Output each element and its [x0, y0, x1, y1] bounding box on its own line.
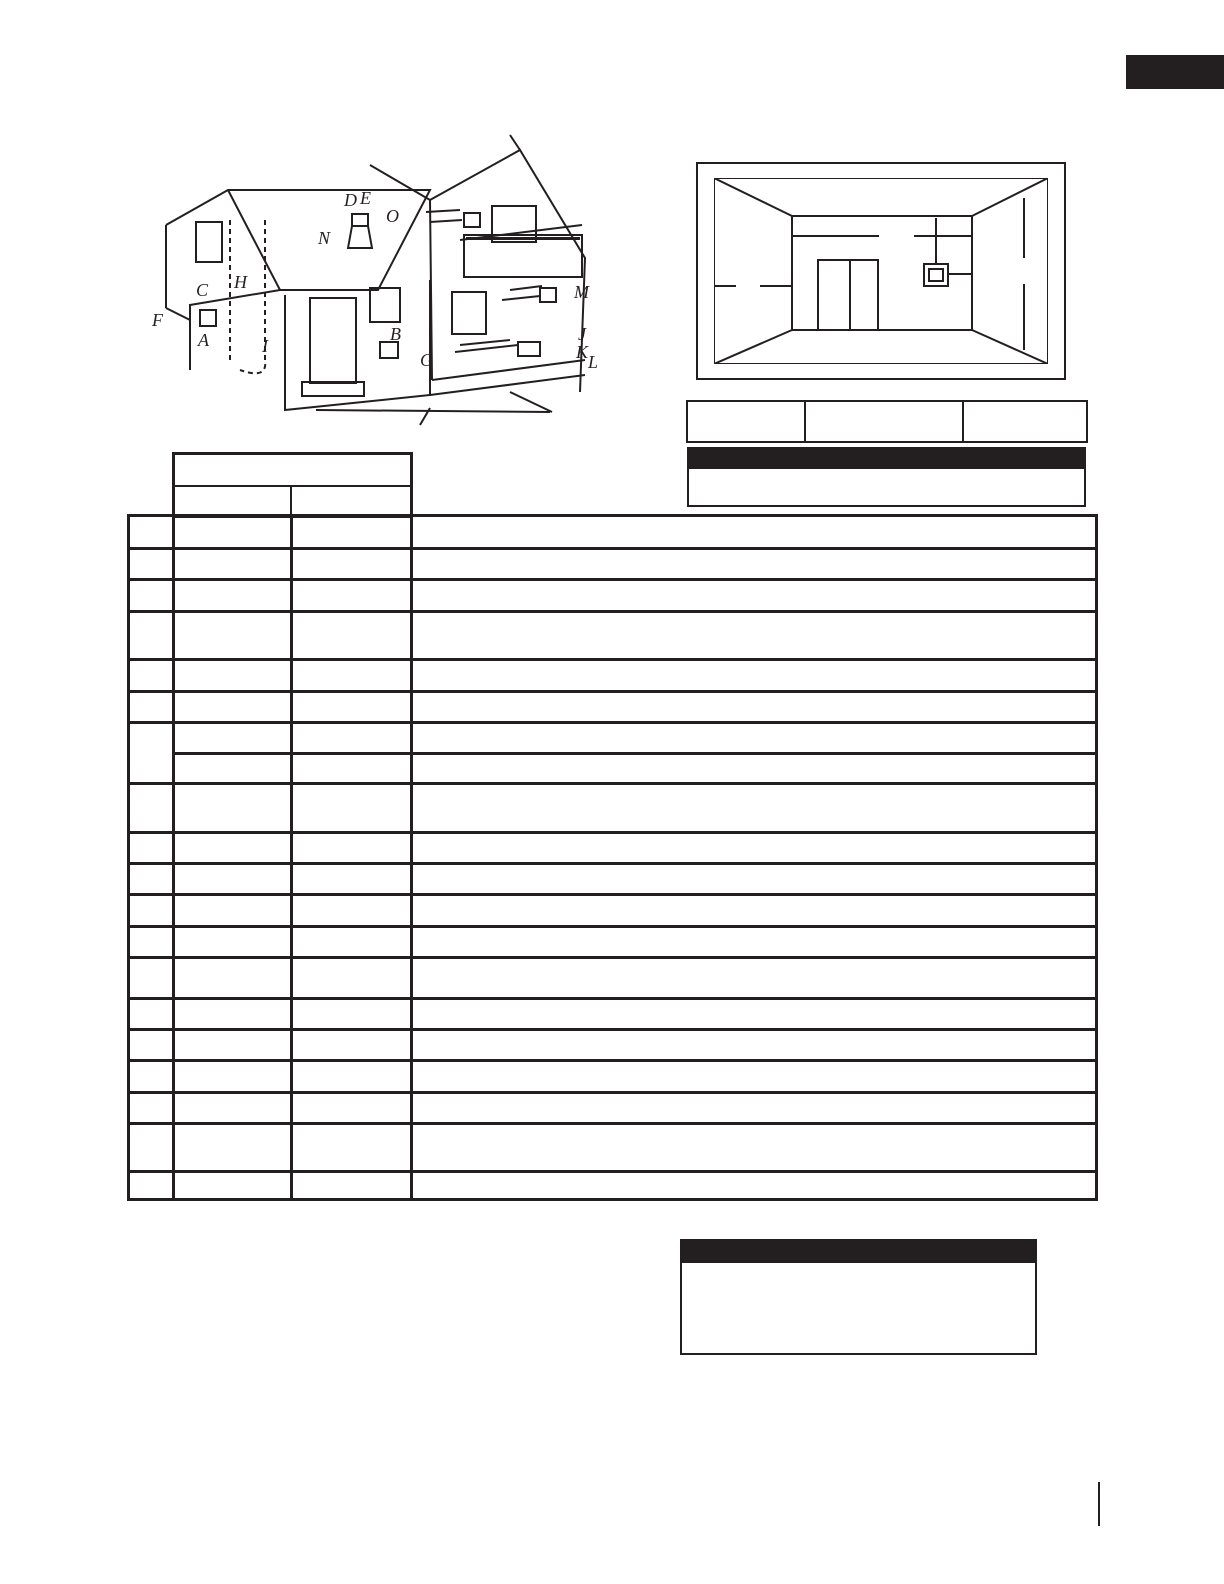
clearance-label: C: [196, 280, 209, 300]
table-row: [130, 831, 1095, 834]
table-row: [130, 547, 1095, 550]
column-divider: [290, 517, 293, 1198]
house-clearance-diagram: [130, 130, 610, 430]
clearance-label: L: [588, 352, 599, 372]
table-row: [130, 658, 1095, 661]
clearance-label: G: [420, 350, 433, 370]
warning-header-bar: [682, 1241, 1035, 1263]
clearance-label: I: [262, 336, 268, 356]
table-cell: [806, 402, 964, 441]
note-box: [687, 447, 1086, 507]
clearance-label-list: [151, 188, 598, 372]
table-row: [130, 1122, 1095, 1125]
clearance-table: [127, 514, 1098, 1201]
page-number-divider: [1098, 1482, 1100, 1526]
table-row: [130, 782, 1095, 785]
table-cell: [688, 402, 806, 441]
table-row: [130, 1091, 1095, 1094]
table-row: [130, 925, 1095, 928]
note-header-bar: [689, 449, 1084, 469]
table-row: [130, 610, 1095, 613]
clearance-label: N: [318, 228, 331, 248]
clearance-label: H: [234, 272, 247, 292]
table-row: [130, 862, 1095, 865]
warning-box: [680, 1239, 1037, 1355]
table-row: [130, 721, 1095, 724]
clearance-label: O: [386, 206, 399, 226]
clearance-label: J: [578, 324, 586, 344]
clearance-column-header-group: [172, 452, 413, 518]
table-row: [130, 1059, 1095, 1062]
table-row: [175, 752, 1095, 755]
column-divider: [172, 517, 175, 1198]
divider: [290, 485, 292, 515]
clearance-label: B: [390, 324, 401, 344]
clearance-label: E: [360, 188, 371, 208]
table-row: [130, 690, 1095, 693]
table-row: [130, 997, 1095, 1000]
divider: [175, 485, 410, 487]
table-row: [130, 956, 1095, 959]
clearance-label: D: [344, 190, 357, 210]
room-dimension-table: [686, 400, 1088, 443]
column-divider: [410, 517, 413, 1198]
clearance-label: A: [198, 330, 209, 350]
room-perspective-illustration: [714, 178, 1048, 364]
clearance-label: F: [152, 310, 163, 330]
table-row: [130, 893, 1095, 896]
table-row: [130, 578, 1095, 581]
room-clearance-diagram: [696, 162, 1066, 380]
clearance-label: M: [574, 282, 589, 302]
house-illustration: [130, 130, 610, 430]
table-row: [130, 1170, 1095, 1173]
section-tab-marker: [1126, 55, 1224, 89]
table-cell: [964, 402, 1086, 441]
table-row: [130, 1028, 1095, 1031]
clearance-label: K: [576, 342, 589, 362]
